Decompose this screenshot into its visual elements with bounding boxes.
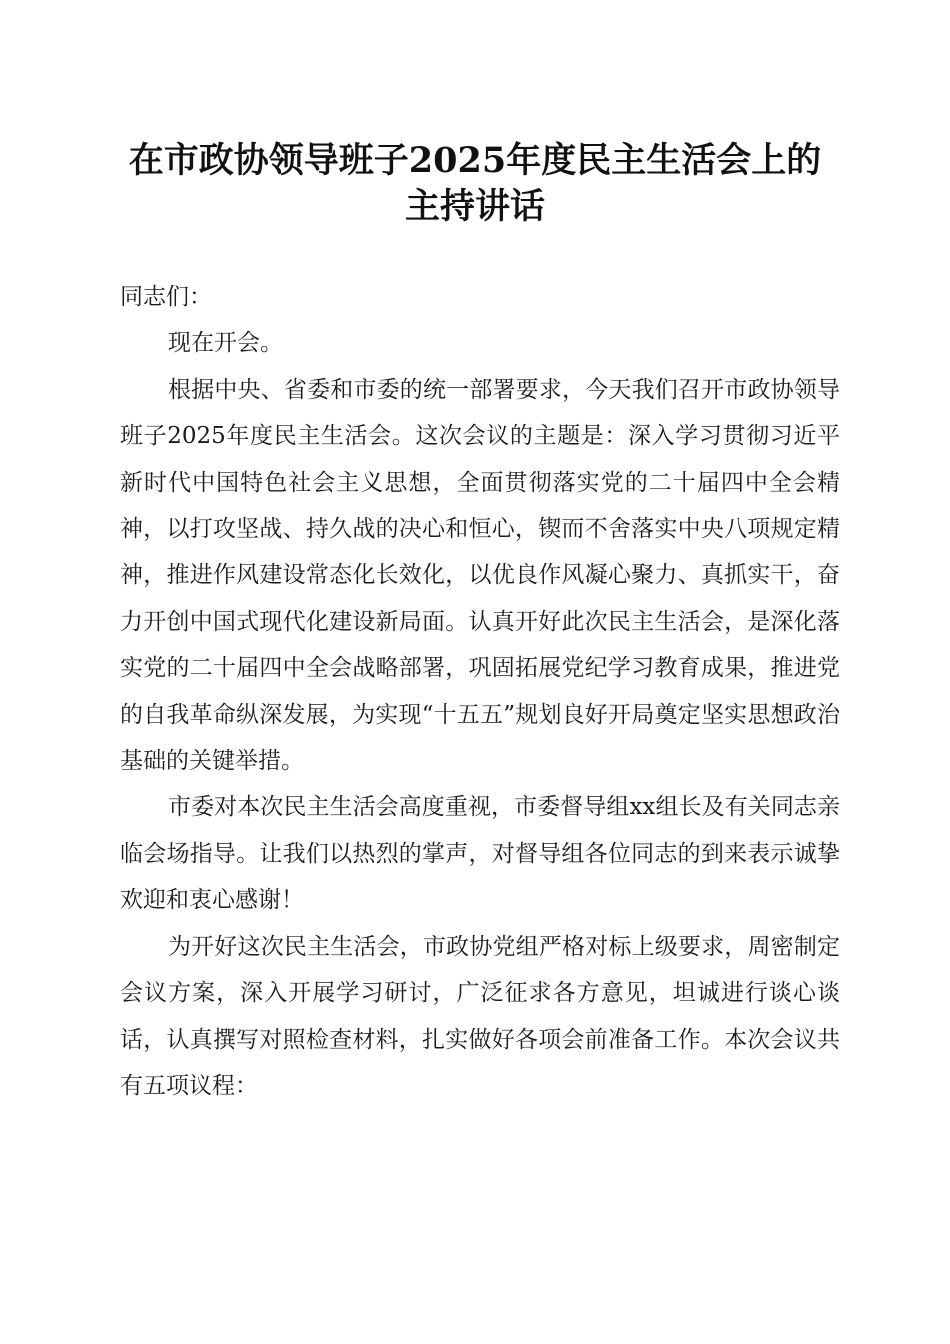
salutation: 同志们：: [120, 284, 212, 310]
document-body: [120, 274, 840, 1109]
paragraph-supervision-welcome: 市委对本次民主生活会高度重视，市委督导组xx组长及有关同志亲临会场指导。让我们以热烈的掌声，对督导组各位同志的到来表示诚挚欢迎和衷心感谢！: [120, 794, 840, 914]
paragraph-opening: 现在开会。: [168, 330, 283, 357]
paragraph-preparation-agenda: 为开好这次民主生活会，市政协党组严格对标上级要求，周密制定会议方案，深入开展学习研讨，广泛征求各方意见，坦诚进行谈心谈话，认真撰写对照检查材料，扎实做好各项会前准备工作。本次会议共有五项议程：: [120, 933, 840, 1099]
document-title-line-1: 在市政协领导班子2025年度民主生活会上的: [128, 140, 822, 181]
document-title-line-2: 主持讲话: [404, 186, 545, 227]
paragraph-meeting-theme: 根据中央、省委和市委的统一部署要求，今天我们召开市政协领导班子2025年度民主生活会。这次会议的主题是：深入学习贯彻习近平新时代中国特色社会主义思想，全面贯彻落实党的二十届四中全会精神，以打攻坚战、持久战的决心和恒心，锲而不舍落实中央八项规定精神，推进作风建设常态化长效化，以优良作风凝心聚力、真抓实干，奋力开创中国式现代化建设新局面。认真开好此次民主生活会，是深化落实党的二十届四中全会战略部署，巩固拓展党纪学习教育成果，推进党的自我革命纵深发展，为实现“十五五”规划良好开局奠定坚实思想政治基础的关键举措。: [120, 376, 840, 775]
